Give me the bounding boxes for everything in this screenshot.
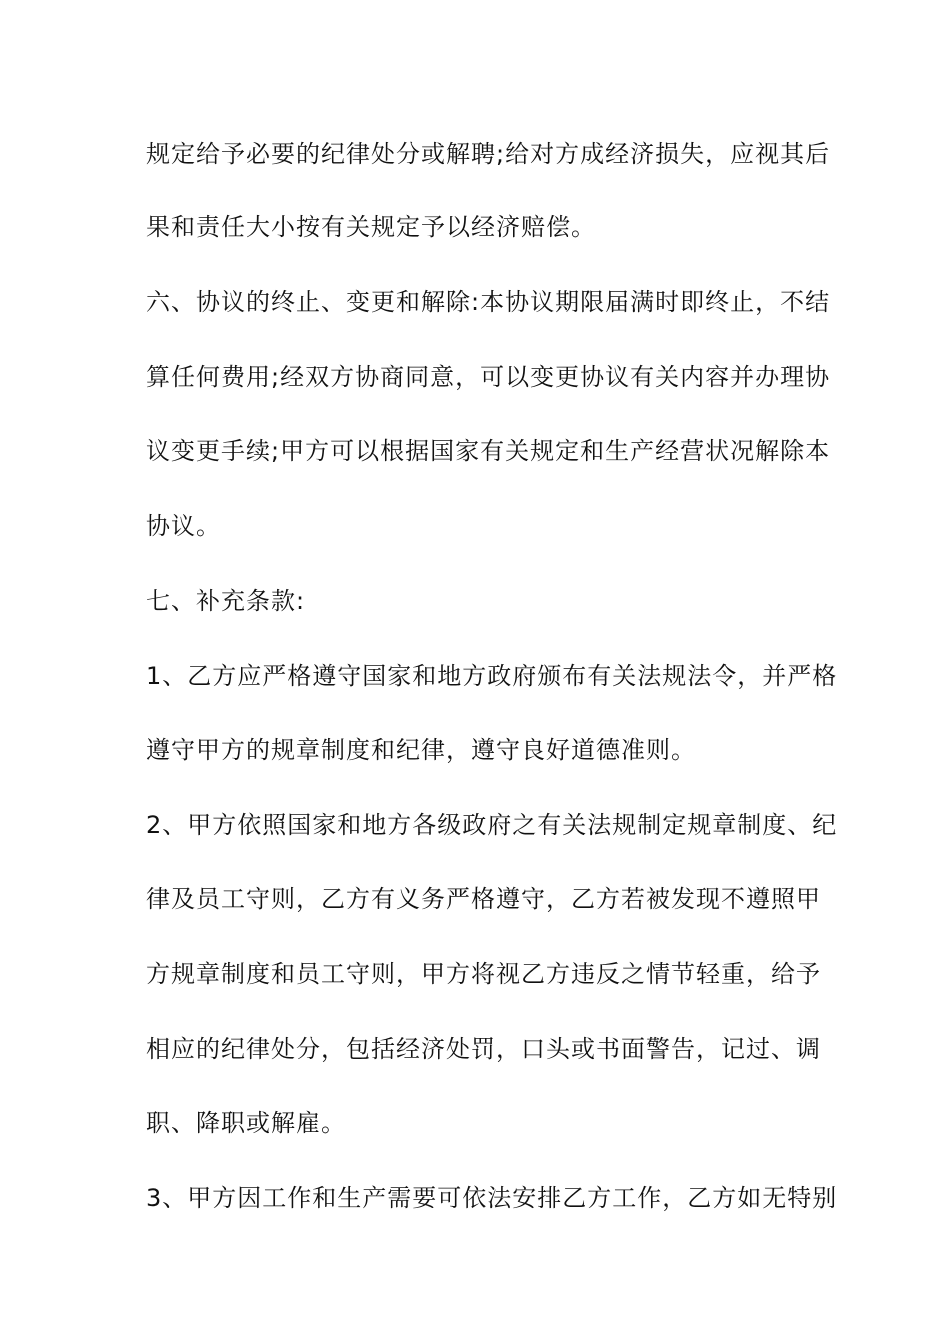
text-line: 六、协议的终止、变更和解除:本协议期限届满时即终止，不结: [146, 288, 831, 316]
text-line: 规定给予必要的纪律处分或解聘;给对方成经济损失，应视其后: [146, 140, 831, 168]
text-line: 3、甲方因工作和生产需要可依法安排乙方工作，乙方如无特别: [146, 1184, 838, 1212]
text-line: 遵守甲方的规章制度和纪律，遵守良好道德准则。: [146, 736, 696, 764]
text-line: 相应的纪律处分，包括经济处罚，口头或书面警告，记过、调: [146, 1035, 821, 1063]
text-line: 1、乙方应严格遵守国家和地方政府颁布有关法规法令，并严格: [146, 662, 838, 690]
text-line: 议变更手续;甲方可以根据国家有关规定和生产经营状况解除本: [146, 437, 831, 465]
text-line: 2、甲方依照国家和地方各级政府之有关法规制定规章制度、纪: [146, 811, 838, 839]
text-line: 协议。: [146, 512, 221, 540]
text-line: 果和责任大小按有关规定予以经济赔偿。: [146, 213, 596, 241]
text-line: 职、降职或解雇。: [146, 1109, 346, 1137]
text-line: 方规章制度和员工守则，甲方将视乙方违反之情节轻重，给予: [146, 960, 821, 988]
section-heading: 七、补充条款:: [146, 587, 306, 615]
text-line: 算任何费用;经双方协商同意，可以变更协议有关内容并办理协: [146, 363, 831, 391]
text-line: 律及员工守则，乙方有义务严格遵守，乙方若被发现不遵照甲: [146, 885, 821, 913]
